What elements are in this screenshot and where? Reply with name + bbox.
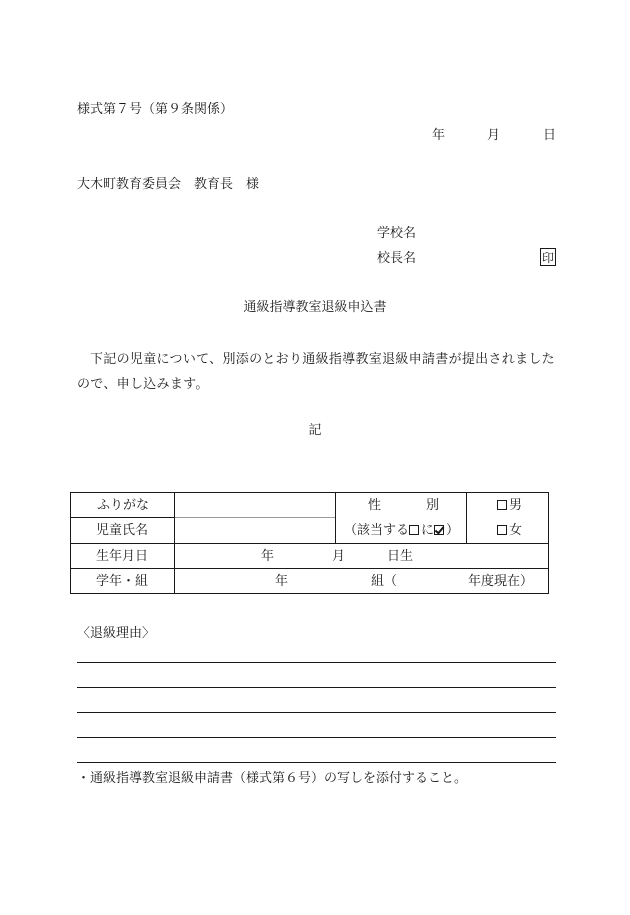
seal-mark: 印 <box>540 248 556 266</box>
checked-checkbox-icon <box>434 525 444 535</box>
checkbox-icon[interactable] <box>497 525 507 535</box>
reason-line-5[interactable] <box>77 762 556 763</box>
principal-name-label: 校長名 <box>377 251 417 266</box>
addressee-board: 大木町教育委員会 <box>77 177 182 192</box>
gender-instruction-pre: （該当する <box>344 523 410 538</box>
gender-instruction-mid: に <box>421 523 435 538</box>
date-month-label: 月 <box>487 128 501 143</box>
school-name-label: 学校名 <box>377 226 417 241</box>
date-day-label: 日 <box>543 128 557 143</box>
form-number: 様式第７号（第９条関係） <box>77 102 234 117</box>
addressee-honorific: 様 <box>246 177 260 192</box>
attachment-note: ・通級指導教室退級申請書（様式第６号）の写しを添付すること。 <box>77 771 468 786</box>
checkbox-icon[interactable] <box>497 500 507 510</box>
addressee <box>77 177 259 193</box>
reason-line-2[interactable] <box>77 687 556 688</box>
reason-line-1[interactable] <box>77 662 556 663</box>
table-vline-options <box>466 493 467 543</box>
addressee-title: 教育長 <box>194 177 234 192</box>
table-dotted-furigana <box>175 517 335 518</box>
date-year-label: 年 <box>432 128 446 143</box>
reason-line-3[interactable] <box>77 712 556 713</box>
gender-male-label: 男 <box>509 498 523 513</box>
reason-line-4[interactable] <box>77 737 556 738</box>
student-name-label: 児童氏名 <box>96 523 149 538</box>
table-hline-birth <box>71 568 548 569</box>
birth-year-label: 年 <box>261 549 275 564</box>
grade-fiscal-text: 年度現在） <box>468 574 534 589</box>
withdrawal-reason-label: 〈退級理由〉 <box>77 626 156 641</box>
gender-female-label: 女 <box>509 523 523 538</box>
document-title: 通級指導教室退級申込書 <box>243 300 387 315</box>
birth-month-label: 月 <box>332 549 346 564</box>
grade-year-label: 年 <box>275 574 289 589</box>
body-text: 下記の児童について、別添のとおり通級指導教室退級申請書が提出されましたので、申し込みます。 <box>77 352 555 392</box>
student-info-table <box>70 492 549 594</box>
table-hline-furigana <box>71 517 174 518</box>
table-hline-name <box>71 543 548 544</box>
gender-male-option[interactable] <box>497 498 522 514</box>
table-vline-gender <box>335 493 336 543</box>
furigana-label: ふりがな <box>97 498 150 513</box>
ki-heading: 記 <box>308 423 322 438</box>
gender-instruction-post: ） <box>446 523 460 538</box>
birth-day-label: 日生 <box>387 549 414 564</box>
grade-class-label: 学年・組 <box>96 574 149 589</box>
gender-instruction <box>344 523 459 539</box>
gender-label-1: 性 <box>368 498 382 513</box>
grade-class-text: 組（ <box>371 574 398 589</box>
birth-date-label: 生年月日 <box>96 549 149 564</box>
empty-checkbox-icon <box>409 525 419 535</box>
gender-label-2: 別 <box>426 498 440 513</box>
gender-female-option[interactable] <box>497 523 522 539</box>
